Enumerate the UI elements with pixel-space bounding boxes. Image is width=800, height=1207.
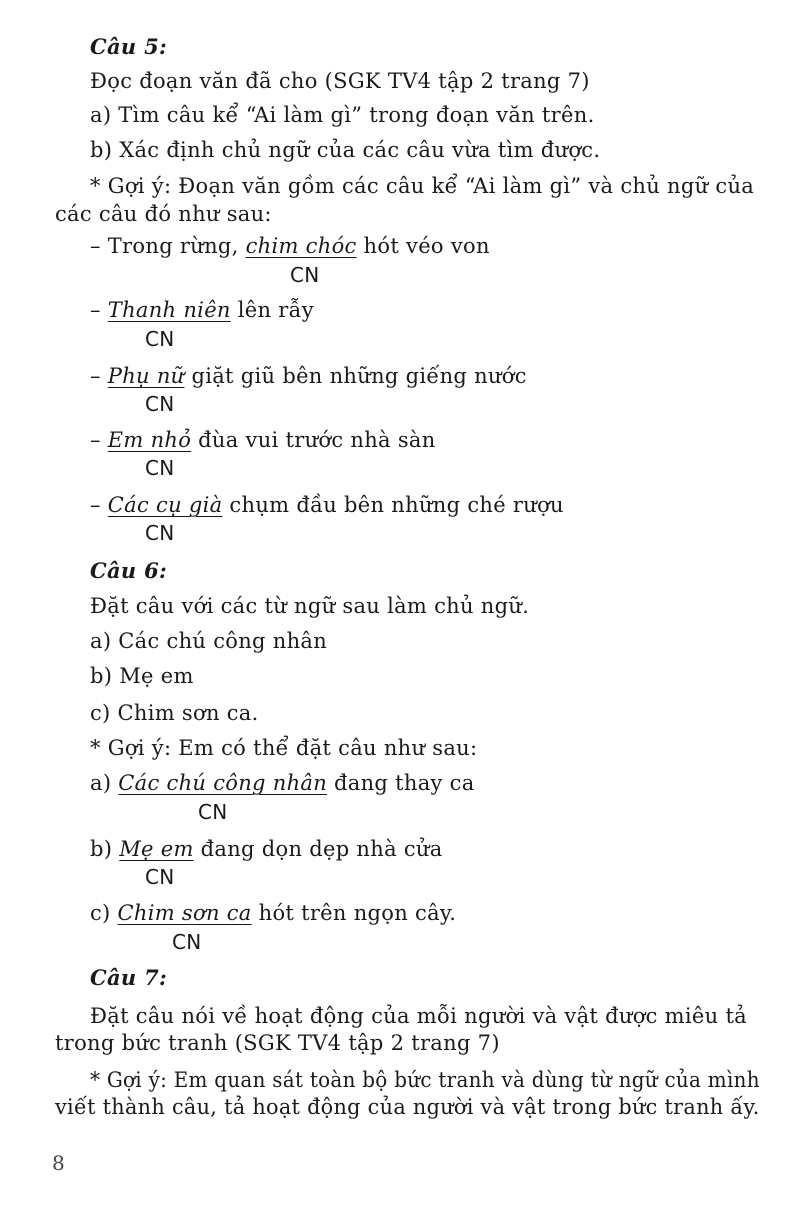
- subject-underlined: Các chú công nhân: [118, 771, 328, 795]
- page-number: 8: [52, 1151, 66, 1175]
- q6-heading: Câu 6:: [90, 558, 168, 583]
- answer-rest: đang dọn dẹp nhà cửa: [193, 837, 443, 861]
- item-rest: chụm đầu bên những ché rượu: [222, 493, 564, 517]
- cn-label: CN: [290, 263, 320, 287]
- answer-prefix: b): [90, 837, 120, 861]
- item-rest: giặt giũ bên những giếng nước: [184, 364, 527, 388]
- q5-heading: Câu 5:: [90, 34, 168, 59]
- q7-intro-line-2: trong bức tranh (SGK TV4 tập 2 trang 7): [55, 1031, 500, 1055]
- subject-underlined: Các cụ già: [107, 493, 223, 517]
- q5-hint-line-2: các câu đó như sau:: [55, 202, 272, 226]
- q5-item-3: [90, 366, 527, 387]
- q6-task-b: b) Mẹ em: [90, 664, 194, 688]
- item-prefix: – Trong rừng,: [90, 234, 246, 258]
- q6-hint: * Gợi ý: Em có thể đặt câu như sau:: [90, 736, 478, 760]
- q5-intro: Đọc đoạn văn đã cho (SGK TV4 tập 2 trang 7): [90, 69, 590, 93]
- cn-label: CN: [145, 392, 175, 416]
- subject-underlined: Phụ nữ: [107, 364, 185, 388]
- answer-rest: hót trên ngọn cây.: [251, 901, 457, 925]
- q5-item-2: [90, 300, 314, 321]
- q7-hint-line-2: viết thành câu, tả hoạt động của người và vật trong bức tranh ấy.: [55, 1095, 760, 1119]
- q7-heading: Câu 7:: [90, 965, 168, 990]
- subject-underlined: Mẹ em: [119, 837, 194, 861]
- item-prefix: –: [90, 428, 108, 452]
- answer-prefix: a): [90, 771, 119, 795]
- q5-hint-line-1: * Gợi ý: Đoạn văn gồm các câu kể “Ai làm gì” và chủ ngữ của: [90, 174, 755, 198]
- cn-label: CN: [145, 865, 175, 889]
- q5-task-a: a) Tìm câu kể “Ai làm gì” trong đoạn văn trên.: [90, 103, 595, 127]
- q7-hint-line-1: * Gợi ý: Em quan sát toàn bộ bức tranh và dùng từ ngữ của mình: [90, 1068, 760, 1092]
- item-rest: hót véo von: [356, 234, 490, 258]
- q6-task-a: a) Các chú công nhân: [90, 629, 328, 653]
- item-prefix: –: [90, 493, 108, 517]
- q5-item-1: [90, 236, 490, 257]
- subject-underlined: Thanh niên: [107, 298, 231, 322]
- q6-answer-b: [90, 839, 443, 860]
- q6-task-c: c) Chim sơn ca.: [90, 701, 259, 725]
- item-prefix: –: [90, 364, 108, 388]
- cn-label: CN: [198, 800, 228, 824]
- q7-intro-line-1: Đặt câu nói về hoạt động của mỗi người và vật được miêu tả: [90, 1004, 747, 1028]
- q5-task-b: b) Xác định chủ ngữ của các câu vừa tìm được.: [90, 138, 601, 162]
- item-rest: đùa vui trước nhà sàn: [191, 428, 436, 452]
- subject-underlined: chim chóc: [245, 234, 357, 258]
- cn-label: CN: [145, 327, 175, 351]
- cn-label: CN: [145, 456, 175, 480]
- answer-rest: đang thay ca: [327, 771, 475, 795]
- q6-answer-c: [90, 903, 456, 924]
- q5-item-5: [90, 495, 564, 516]
- q5-item-4: [90, 430, 436, 451]
- subject-underlined: Em nhỏ: [107, 428, 192, 452]
- subject-underlined: Chim sơn ca: [117, 901, 252, 925]
- cn-label: CN: [145, 521, 175, 545]
- item-rest: lên rẫy: [230, 298, 314, 322]
- cn-label: CN: [172, 930, 202, 954]
- item-prefix: –: [90, 298, 108, 322]
- q6-answer-a: [90, 773, 475, 794]
- q6-intro: Đặt câu với các từ ngữ sau làm chủ ngữ.: [90, 594, 530, 618]
- answer-prefix: c): [90, 901, 118, 925]
